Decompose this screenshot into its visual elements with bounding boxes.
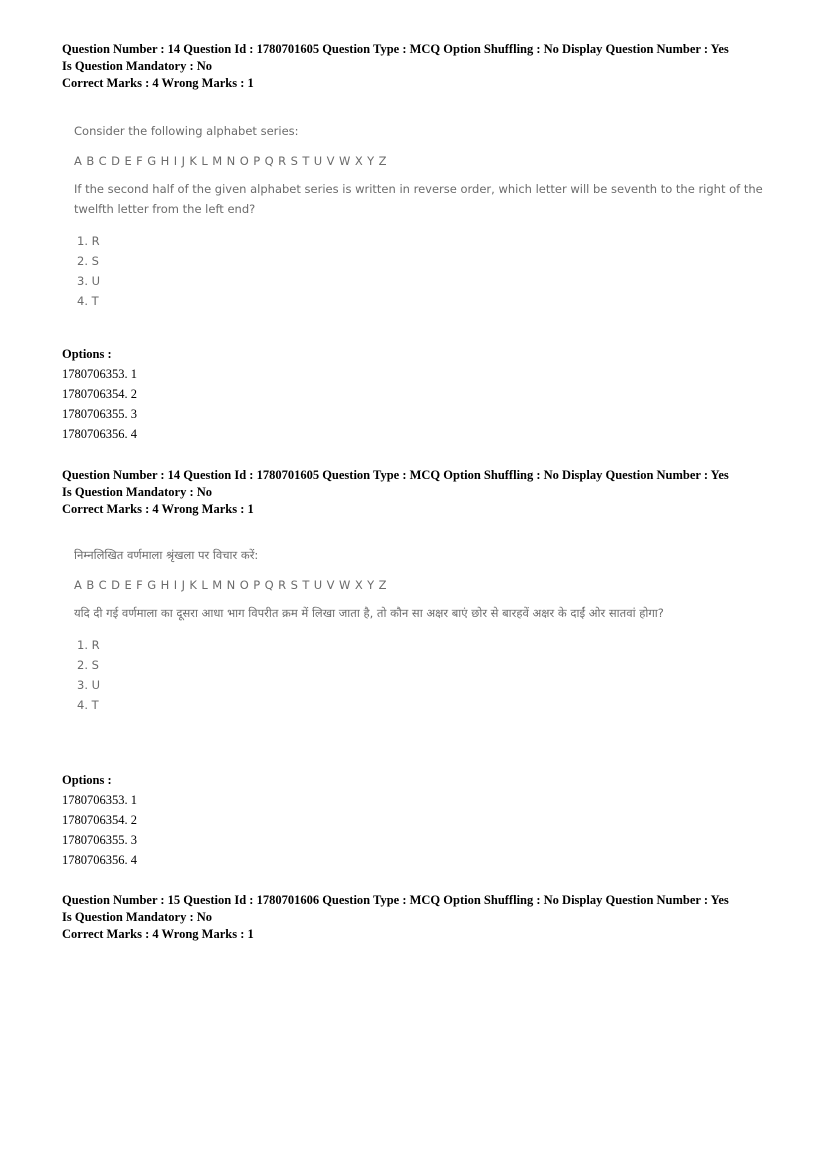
question-mandatory-line: Is Question Mandatory : No — [62, 485, 213, 499]
question-marks-line: Correct Marks : 4 Wrong Marks : 1 — [62, 76, 254, 90]
question-intro: Consider the following alphabet series: — [74, 124, 299, 138]
option-id-line: 1780706356. 4 — [62, 427, 137, 441]
question-meta-line: Question Number : 14 Question Id : 1780701605 Question Type : MCQ Option Shuffling : No Display Question Number : Yes — [62, 468, 729, 482]
answer-choice: 3. U — [77, 274, 101, 288]
answer-choices — [77, 231, 794, 311]
question-meta-line: Question Number : 14 Question Id : 1780701605 Question Type : MCQ Option Shuffling : No Display Question Number : Yes — [62, 42, 729, 56]
alphabet-series: A B C D E F G H I J K L M N O P Q R S T U V W X Y Z — [74, 154, 387, 168]
option-id-line: 1780706355. 3 — [62, 407, 137, 421]
question-body-2 — [74, 545, 794, 715]
question-meta-line: Question Number : 15 Question Id : 1780701606 Question Type : MCQ Option Shuffling : No Display Question Number : Yes — [62, 893, 729, 907]
question-text: If the second half of the given alphabet series is written in reverse order, which letter will be seventh to the right of the twelfth letter from the left end? — [74, 182, 763, 216]
answer-choice: 1. R — [77, 638, 100, 652]
answer-choice: 4. T — [77, 294, 99, 308]
answer-choice: 4. T — [77, 698, 99, 712]
option-id-line: 1780706354. 2 — [62, 387, 137, 401]
answer-choices — [77, 635, 794, 715]
answer-choice: 2. S — [77, 254, 99, 268]
question-header-3 — [62, 892, 802, 943]
options-label: Options : — [62, 347, 112, 361]
option-id-line: 1780706353. 1 — [62, 367, 137, 381]
question-text: यदि दी गई वर्णमाला का दूसरा आधा भाग विपरीत क्रम में लिखा जाता है, तो कौन सा अक्षर बाएं छोर से बारहवें अक्षर के दाईं ओर सातवां होगा? — [74, 606, 664, 620]
option-id-line: 1780706353. 1 — [62, 793, 137, 807]
options-list-2 — [62, 770, 802, 870]
option-id-line: 1780706354. 2 — [62, 813, 137, 827]
question-marks-line: Correct Marks : 4 Wrong Marks : 1 — [62, 502, 254, 516]
question-intro: निम्नलिखित वर्णमाला श्रृंखला पर विचार करें: — [74, 548, 259, 562]
question-body-1 — [74, 121, 794, 311]
question-mandatory-line: Is Question Mandatory : No — [62, 59, 213, 73]
alphabet-series: A B C D E F G H I J K L M N O P Q R S T U V W X Y Z — [74, 578, 387, 592]
option-id-line: 1780706356. 4 — [62, 853, 137, 867]
option-id-line: 1780706355. 3 — [62, 833, 137, 847]
question-mandatory-line: Is Question Mandatory : No — [62, 910, 213, 924]
answer-choice: 3. U — [77, 678, 101, 692]
question-header-1 — [62, 41, 802, 92]
answer-choice: 1. R — [77, 234, 100, 248]
options-label: Options : — [62, 773, 112, 787]
answer-choice: 2. S — [77, 658, 99, 672]
question-marks-line: Correct Marks : 4 Wrong Marks : 1 — [62, 927, 254, 941]
question-header-2 — [62, 467, 802, 518]
options-list-1 — [62, 344, 802, 444]
